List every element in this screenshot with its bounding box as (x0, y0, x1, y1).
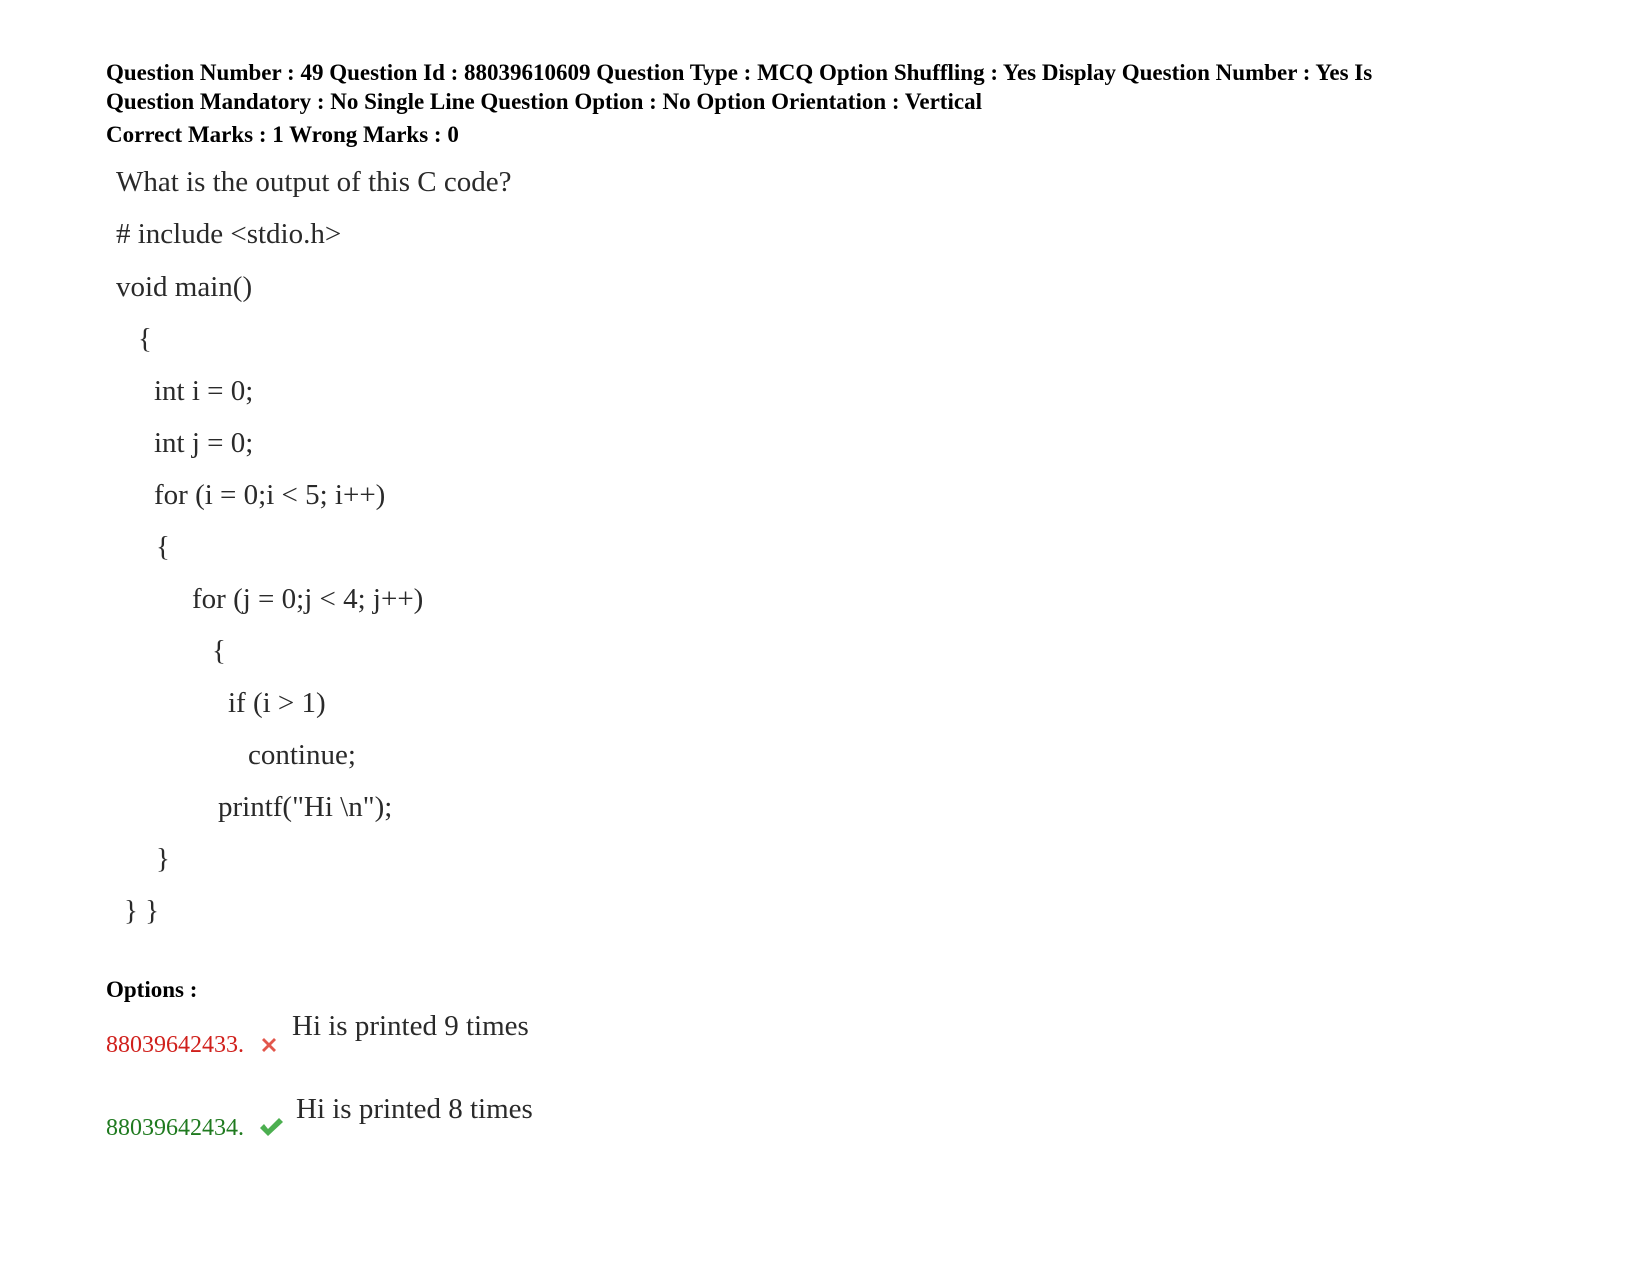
code-line: { (212, 635, 226, 667)
code-line: printf("Hi \n"); (218, 791, 393, 823)
question-prompt: What is the output of this C code? (116, 166, 512, 198)
option-text: Hi is printed 8 times (296, 1093, 533, 1125)
options-label: Options : (106, 977, 198, 1002)
code-line: # include <stdio.h> (116, 218, 342, 250)
marks-line: Correct Marks : 1 Wrong Marks : 0 (106, 122, 459, 147)
question-body (116, 160, 576, 980)
code-line: int j = 0; (154, 427, 254, 459)
question-metadata (106, 58, 1566, 116)
metadata-line-2: Question Mandatory : No Single Line Question Option : No Option Orientation : Vertical (106, 89, 982, 114)
code-line: { (156, 531, 170, 563)
cross-icon (258, 1034, 280, 1056)
code-line: continue; (248, 739, 356, 771)
option-text: Hi is printed 9 times (292, 1010, 529, 1042)
metadata-line-1: Question Number : 49 Question Id : 88039610609 Question Type : MCQ Option Shuffling : Yes Display Question Number : Yes Is (106, 60, 1373, 85)
code-line: int i = 0; (154, 375, 254, 407)
option-id: 88039642434. (106, 1115, 244, 1141)
code-line: } } (124, 895, 160, 927)
code-line: { (138, 323, 152, 355)
option-id: 88039642433. (106, 1032, 244, 1058)
code-line: if (i > 1) (228, 687, 326, 719)
check-icon (258, 1115, 284, 1139)
code-line: for (i = 0;i < 5; i++) (154, 479, 386, 511)
code-line: } (156, 843, 170, 875)
code-line: void main() (116, 271, 253, 303)
code-line: for (j = 0;j < 4; j++) (192, 583, 424, 615)
option-1 (106, 1010, 706, 1070)
option-2 (106, 1093, 706, 1153)
